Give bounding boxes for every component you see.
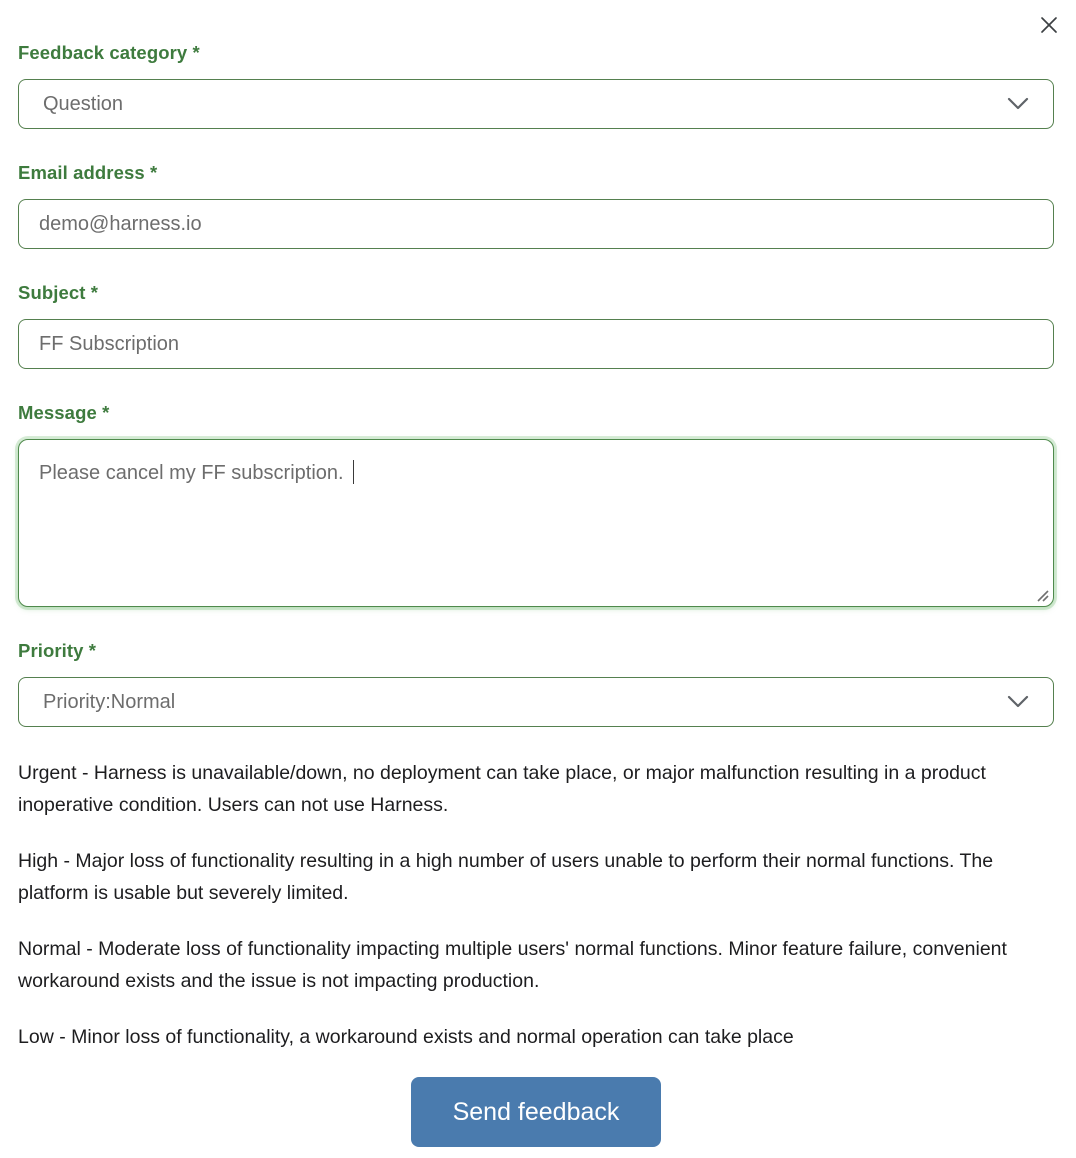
priority-group — [18, 640, 1054, 727]
priority-description-normal: Normal - Moderate loss of functionality impacting multiple users' normal functions. Minor feature failure, convenient workaround exists and the issue is not impacting production. — [18, 938, 1007, 992]
close-button[interactable] — [1036, 12, 1062, 38]
subject-group — [18, 282, 1054, 369]
priority-descriptions — [18, 757, 1054, 1053]
message-label: Message * — [18, 402, 110, 423]
message-text: Please cancel my FF subscription. — [39, 462, 344, 484]
priority-description-low: Low - Minor loss of functionality, a workaround exists and normal operation can take place — [18, 1026, 794, 1048]
priority-description-urgent: Urgent - Harness is unavailable/down, no deployment can take place, or major malfunction resulting in a product inoperative condition. Users can not use Harness. — [18, 762, 986, 816]
subject-label: Subject * — [18, 282, 99, 303]
priority-select[interactable] — [18, 677, 1054, 727]
feedback-category-value: Question — [43, 92, 124, 115]
chevron-down-icon — [1007, 97, 1029, 111]
message-group — [18, 402, 1054, 607]
resize-handle-icon[interactable] — [1035, 588, 1049, 602]
send-feedback-button[interactable]: Send feedback — [411, 1077, 661, 1147]
message-textarea[interactable] — [18, 439, 1054, 607]
priority-label: Priority * — [18, 640, 97, 661]
submit-row — [18, 1077, 1054, 1147]
email-label: Email address * — [18, 162, 158, 183]
close-icon — [1039, 15, 1059, 35]
feedback-category-group — [18, 42, 1054, 129]
priority-value: Priority:Normal — [43, 690, 176, 713]
feedback-category-select[interactable] — [18, 79, 1054, 129]
chevron-down-icon — [1007, 695, 1029, 709]
feedback-category-label: Feedback category * — [18, 42, 200, 63]
email-group — [18, 162, 1054, 249]
text-cursor — [353, 460, 355, 484]
email-field[interactable] — [18, 199, 1054, 249]
subject-field[interactable] — [18, 319, 1054, 369]
priority-description-high: High - Major loss of functionality resulting in a high number of users unable to perform their normal functions. The platform is usable but severely limited. — [18, 850, 994, 904]
